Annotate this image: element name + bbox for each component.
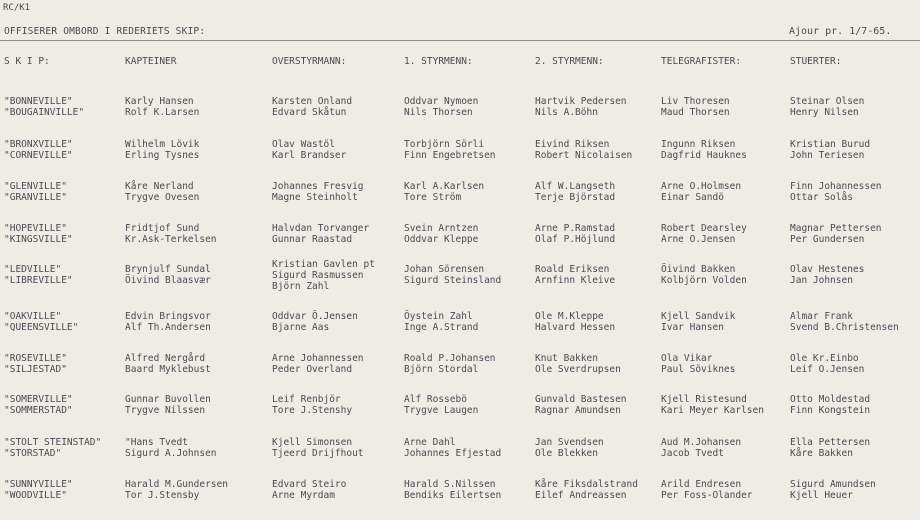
name-entry: Dagfrid Hauknes (661, 150, 747, 161)
header-overstyrmann: OVERSTYRMANN: (272, 56, 347, 67)
name-entry: "STORSTAD" (4, 448, 62, 459)
name-entry: Kåre Nerland (125, 181, 194, 192)
overstyrmann-names (272, 353, 364, 375)
name-entry: Sigurd Steinsland (404, 275, 502, 286)
name-entry: "KINGSVILLE" (4, 234, 73, 245)
name-entry: Öivind Bakken (661, 264, 736, 275)
telegrafist-names (661, 223, 747, 245)
name-entry: Finn Engebretsen (404, 150, 496, 161)
name-entry: Oddvar Ö.Jensen (272, 311, 358, 322)
kaptein-names (125, 353, 211, 375)
ship-names (4, 479, 73, 501)
header-2-styrmenn: 2. STYRMENN: (535, 56, 604, 67)
name-entry: Arne P.Ramstad (535, 223, 616, 234)
styrmann2-names (535, 181, 615, 203)
overstyrmann-names (272, 437, 364, 459)
styrmann1-names (404, 479, 501, 501)
telegrafist-names (661, 353, 735, 375)
styrmann2-names (535, 223, 615, 245)
name-entry: "SOMERVILLE" (4, 394, 73, 405)
styrmann2-names (535, 139, 632, 161)
name-entry: Robert Nicolaisen (535, 150, 633, 161)
name-entry: Magne Steinholt (272, 192, 358, 203)
name-entry: Wilhelm Lövik (125, 139, 200, 150)
name-entry: Peder Overland (272, 364, 353, 375)
kaptein-names (125, 437, 217, 459)
name-entry: Kjell Ristesund (661, 394, 747, 405)
name-entry: Jan Svendsen (535, 437, 604, 448)
styrmann1-names (404, 353, 496, 375)
name-entry: Olaf P.Höjlund (535, 234, 616, 245)
name-entry: Magnar Pettersen (790, 223, 882, 234)
name-entry: "BONNEVILLE" (4, 96, 73, 107)
name-entry: Steinar Olsen (790, 96, 865, 107)
name-entry: Alf Th.Andersen (125, 322, 211, 333)
name-entry: "BOUGAINVILLE" (4, 107, 85, 118)
name-entry: Jacob Tvedt (661, 448, 724, 459)
name-entry: Ingunn Riksen (661, 139, 736, 150)
name-entry: Tjeerd Drijfhout (272, 448, 364, 459)
name-entry: Edvard Steiro (272, 479, 347, 490)
name-entry: Eivind Riksen (535, 139, 610, 150)
stuert-names (790, 139, 870, 161)
name-entry: Oddvar Kleppe (404, 234, 479, 245)
styrmann2-names (535, 479, 638, 501)
name-entry: "LEDVILLE" (4, 264, 62, 275)
name-entry: Edvin Bringsvor (125, 311, 211, 322)
stuert-names (790, 264, 864, 286)
name-entry: Edvard Skåtun (272, 107, 347, 118)
name-entry: Karl Brandser (272, 150, 347, 161)
stuert-names (790, 181, 882, 203)
name-entry: Liv Thoresen (661, 96, 730, 107)
kaptein-names (125, 181, 199, 203)
name-entry: Erling Tysnes (125, 150, 200, 161)
stuert-names (790, 353, 864, 375)
styrmann1-names (404, 223, 478, 245)
styrmann2-names (535, 96, 627, 118)
name-entry: Ottar Solås (790, 192, 853, 203)
name-entry: Gunnar Raastad (272, 234, 353, 245)
name-entry: Leif O.Jensen (790, 364, 865, 375)
overstyrmann-names (272, 394, 352, 416)
name-entry: Knut Bakken (535, 353, 598, 364)
name-entry: Roald Eriksen (535, 264, 610, 275)
header-kapteiner: KAPTEINER (125, 56, 177, 67)
name-entry: "ROSEVILLE" (4, 353, 67, 364)
ship-names (4, 181, 67, 203)
name-entry: Almar Frank (790, 311, 853, 322)
overstyrmann-names (272, 139, 346, 161)
name-entry: Finn Kongstein (790, 405, 871, 416)
name-entry: Per Foss-Olander (661, 490, 753, 501)
name-entry: Kristian Burud (790, 139, 871, 150)
name-entry: Aud M.Johansen (661, 437, 742, 448)
styrmann1-names (404, 264, 501, 286)
ship-names (4, 311, 78, 333)
telegrafist-names (661, 311, 735, 333)
name-entry: Alfred Nergård (125, 353, 206, 364)
name-entry: Tore J.Stenshy (272, 405, 353, 416)
title-underline (0, 40, 920, 41)
name-entry: Ola Vikar (661, 353, 713, 364)
kaptein-names (125, 311, 211, 333)
telegrafist-names (661, 264, 747, 286)
name-entry: Oddvar Nymoen (404, 96, 479, 107)
name-entry: Sigurd Amundsen (790, 479, 876, 490)
name-entry: Kjell Simonsen (272, 437, 353, 448)
name-entry: Gunvald Bastesen (535, 394, 627, 405)
styrmann2-names (535, 311, 615, 333)
name-entry: Kjell Heuer (790, 490, 853, 501)
styrmann1-names (404, 139, 496, 161)
ship-names (4, 96, 84, 118)
name-entry: Ella Pettersen (790, 437, 871, 448)
stuert-names (790, 96, 864, 118)
kaptein-names (125, 223, 217, 245)
name-entry: "QUEENSVILLE" (4, 322, 79, 333)
styrmann2-names (535, 264, 615, 286)
telegrafist-names (661, 96, 730, 118)
name-entry: "LIBREVILLE" (4, 275, 73, 286)
name-entry: Sigurd Rasmussen (272, 270, 364, 281)
name-entry: Roald P.Johansen (404, 353, 496, 364)
name-entry: Hartvik Pedersen (535, 96, 627, 107)
name-entry: Arne O.Jensen (661, 234, 736, 245)
name-entry: Trygve Laugen (404, 405, 479, 416)
name-entry: Harald S.Nilssen (404, 479, 496, 490)
name-entry: Torbjörn Sörli (404, 139, 485, 150)
name-entry: Terje Björstad (535, 192, 616, 203)
name-entry: Trygve Nilssen (125, 405, 206, 416)
stuert-names (790, 479, 876, 501)
name-entry: "GLENVILLE" (4, 181, 67, 192)
telegrafist-names (661, 139, 747, 161)
ship-names (4, 353, 67, 375)
name-entry: "HOPEVILLE" (4, 223, 67, 234)
header-skip: S K I P: (4, 56, 50, 67)
name-entry: Bendiks Eilertsen (404, 490, 502, 501)
name-entry: Paul Söviknes (661, 364, 736, 375)
name-entry: Björn Zahl (272, 281, 330, 292)
name-entry: Kåre Fiksdalstrand (535, 479, 638, 490)
name-entry: Alf W.Langseth (535, 181, 616, 192)
name-entry: Leif Renbjör (272, 394, 341, 405)
name-entry: Rolf K.Larsen (125, 107, 200, 118)
styrmann1-names (404, 311, 478, 333)
name-entry: Arnfinn Kleive (535, 275, 616, 286)
name-entry: "GRANVILLE" (4, 192, 67, 203)
overstyrmann-names (272, 479, 346, 501)
name-entry: Arne Myrdam (272, 490, 335, 501)
document-title: OFFISERER OMBORD I REDERIETS SKIP: (4, 26, 206, 37)
telegrafist-names (661, 437, 741, 459)
name-entry: "SOMMERSTAD" (4, 405, 73, 416)
overstyrmann-names (272, 181, 364, 203)
styrmann1-names (404, 96, 478, 118)
name-entry: Arne Johannessen (272, 353, 364, 364)
header-stuerter: STUERTER: (790, 56, 842, 67)
name-entry: "OAKVILLE" (4, 311, 62, 322)
name-entry: Kari Meyer Karlsen (661, 405, 764, 416)
name-entry: Kåre Bakken (790, 448, 853, 459)
name-entry: Tore Ström (404, 192, 462, 203)
stuert-names (790, 394, 870, 416)
name-entry: Kolbjörn Volden (661, 275, 747, 286)
name-entry: Jan Johnsen (790, 275, 853, 286)
kaptein-names (125, 96, 199, 118)
name-entry: "Hans Tvedt (125, 437, 188, 448)
name-entry: "WOODVILLE" (4, 490, 67, 501)
header-1-styrmenn: 1. STYRMENN: (404, 56, 473, 67)
telegrafist-names (661, 479, 753, 501)
name-entry: Arild Endresen (661, 479, 742, 490)
name-entry: Harald M.Gundersen (125, 479, 228, 490)
name-entry: Trygve Ovesen (125, 192, 200, 203)
styrmann2-names (535, 353, 621, 375)
name-entry: Halvard Hessen (535, 322, 616, 333)
name-entry: Ragnar Amundsen (535, 405, 621, 416)
telegrafist-names (661, 181, 741, 203)
name-entry: Tor J.Stensby (125, 490, 200, 501)
name-entry: Ole Sverdrupsen (535, 364, 621, 375)
ship-names (4, 139, 73, 161)
kaptein-names (125, 264, 211, 286)
name-entry: Fridtjof Sund (125, 223, 200, 234)
name-entry: Brynjulf Sundal (125, 264, 211, 275)
name-entry: Bjarne Aas (272, 322, 330, 333)
name-entry: Robert Dearsley (661, 223, 747, 234)
name-entry: "CORNEVILLE" (4, 150, 73, 161)
name-entry: "SUNNYVILLE" (4, 479, 73, 490)
name-entry: Björn Stordal (404, 364, 479, 375)
name-entry: Inge A.Strand (404, 322, 479, 333)
name-entry: Olav Hestenes (790, 264, 865, 275)
kaptein-names (125, 394, 211, 416)
name-entry: Svend B.Christensen (790, 322, 899, 333)
name-entry: Baard Myklebust (125, 364, 211, 375)
name-entry: "SILJESTAD" (4, 364, 67, 375)
name-entry: Arne O.Holmsen (661, 181, 742, 192)
name-entry: Maud Thorsen (661, 107, 730, 118)
overstyrmann-names (272, 311, 358, 333)
name-entry: John Teriesen (790, 150, 865, 161)
styrmann2-names (535, 394, 627, 416)
name-entry: Johannes Fresvig (272, 181, 364, 192)
name-entry: Nils Thorsen (404, 107, 473, 118)
name-entry: Otto Moldestad (790, 394, 871, 405)
name-entry: Nils A.Böhn (535, 107, 598, 118)
name-entry: Johan Sörensen (404, 264, 485, 275)
name-entry: Kristian Gavlen pt (272, 259, 375, 270)
name-entry: Karly Hansen (125, 96, 194, 107)
name-entry: Karl A.Karlsen (404, 181, 485, 192)
overstyrmann-names (272, 223, 369, 245)
name-entry: Ole M.Kleppe (535, 311, 604, 322)
stuert-names (790, 311, 899, 333)
ship-names (4, 394, 73, 416)
overstyrmann-names (272, 259, 375, 292)
ship-names (4, 223, 73, 245)
name-entry: Per Gundersen (790, 234, 865, 245)
styrmann1-names (404, 181, 484, 203)
kaptein-names (125, 479, 228, 501)
name-entry: Öivind Blaasvær (125, 275, 211, 286)
name-entry: Gunnar Buvollen (125, 394, 211, 405)
header-telegrafister: TELEGRAFISTER: (661, 56, 742, 67)
stuert-names (790, 437, 870, 459)
document-reference: RC/K1 (3, 3, 31, 13)
name-entry: Arne Dahl (404, 437, 456, 448)
name-entry: Alf Rossebö (404, 394, 467, 405)
name-entry: Öystein Zahl (404, 311, 473, 322)
name-entry: "BRONXVILLE" (4, 139, 73, 150)
name-entry: Kjell Sandvik (661, 311, 736, 322)
name-entry: Johannes Efjestad (404, 448, 502, 459)
name-entry: Olav Wastöl (272, 139, 335, 150)
kaptein-names (125, 139, 199, 161)
name-entry: Ole Blekken (535, 448, 598, 459)
name-entry: Svein Arntzen (404, 223, 479, 234)
date-note: Ajour pr. 1/7-65. (789, 26, 892, 37)
ship-names (4, 437, 101, 459)
name-entry: "STOLT STEINSTAD" (4, 437, 102, 448)
name-entry: Sigurd A.Johnsen (125, 448, 217, 459)
name-entry: Ivar Hansen (661, 322, 724, 333)
styrmann2-names (535, 437, 604, 459)
overstyrmann-names (272, 96, 352, 118)
name-entry: Henry Nilsen (790, 107, 859, 118)
name-entry: Eilef Andreassen (535, 490, 627, 501)
name-entry: Finn Johannessen (790, 181, 882, 192)
stuert-names (790, 223, 882, 245)
name-entry: Halvdan Torvanger (272, 223, 370, 234)
styrmann1-names (404, 437, 501, 459)
styrmann1-names (404, 394, 478, 416)
ship-names (4, 264, 73, 286)
name-entry: Karsten Onland (272, 96, 353, 107)
name-entry: Ole Kr.Einbo (790, 353, 859, 364)
name-entry: Kr.Ask-Terkelsen (125, 234, 217, 245)
telegrafist-names (661, 394, 764, 416)
name-entry: Einar Sandö (661, 192, 724, 203)
